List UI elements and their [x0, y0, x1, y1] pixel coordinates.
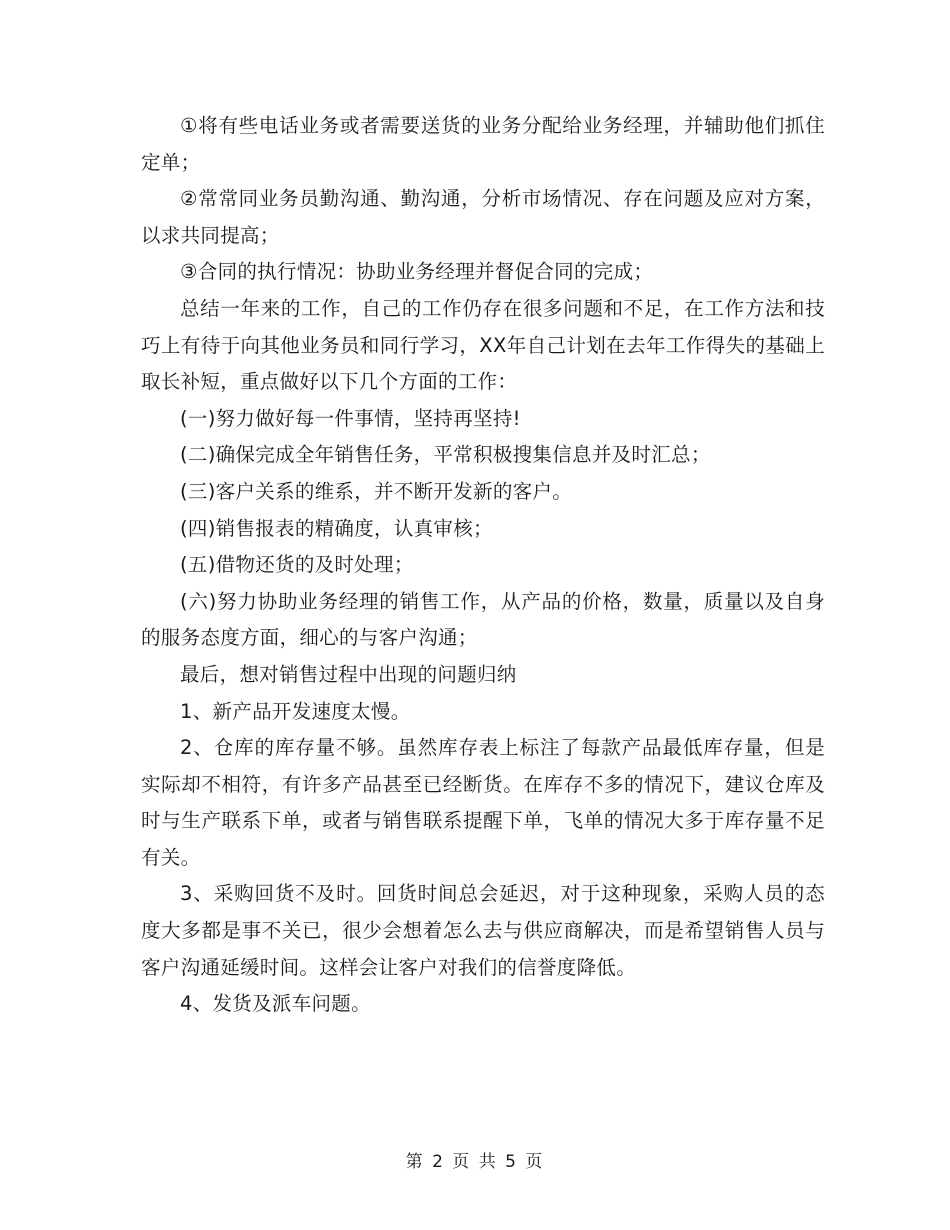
paragraph-7: (三)客户关系的维系，并不断开发新的客户。	[180, 479, 573, 503]
paragraph-12: 1、新产品开发速度太慢。	[180, 699, 411, 723]
paragraph-3: ③合同的执行情况：协助业务经理并督促合同的完成；	[180, 260, 654, 284]
document-body	[141, 108, 825, 1023]
paragraph-8: (四)销售报表的精确度，认真审核；	[180, 516, 493, 540]
paragraph-6: (二)确保完成全年销售任务，平常积极搜集信息并及时汇总；	[180, 443, 711, 467]
paragraph-2: ②常常同业务员勤沟通、勤沟通，分析市场情况、存在问题及应对方案，以求共同提高；	[141, 187, 825, 247]
paragraph-11: 最后，想对销售过程中出现的问题归纳	[180, 662, 517, 686]
paragraph-1: ①将有些电话业务或者需要送货的业务分配给业务经理，并辅助他们抓住定单；	[141, 114, 825, 174]
paragraph-14: 3、采购回货不及时。回货时间总会延迟，对于这种现象，采购人员的态度大多都是事不关已，很少会想着怎么去与供应商解决，而是希望销售人员与客户沟通延缓时间。这样会让客户对我们的信誉度降低。	[141, 882, 825, 979]
paragraph-13: 2、仓库的库存量不够。虽然库存表上标注了每款产品最低库存量，但是实际却不相符，有许多产品甚至已经断货。在库存不多的情况下，建议仓库及时与生产联系下单，或者与销售联系提醒下单，飞单的情况大多于库存量不足有关。	[141, 736, 825, 869]
paragraph-4: 总结一年来的工作，自己的工作仍存在很多问题和不足，在工作方法和技巧上有待于向其他业务员和同行学习，XX年自己计划在去年工作得失的基础上取长补短，重点做好以下几个方面的工作：	[141, 296, 825, 394]
paragraph-15: 4、发货及派车问题。	[180, 992, 371, 1016]
paragraph-9: (五)借物还货的及时处理；	[180, 553, 414, 577]
paragraph-5: (一)努力做好每一件事情，坚持再坚持!	[180, 406, 521, 430]
page-number-footer: 第 2 页 共 5 页	[405, 1152, 545, 1172]
paragraph-10: (六)努力协助业务经理的销售工作，从产品的价格，数量，质量以及自身的服务态度方面，细心的与客户沟通；	[141, 589, 825, 650]
